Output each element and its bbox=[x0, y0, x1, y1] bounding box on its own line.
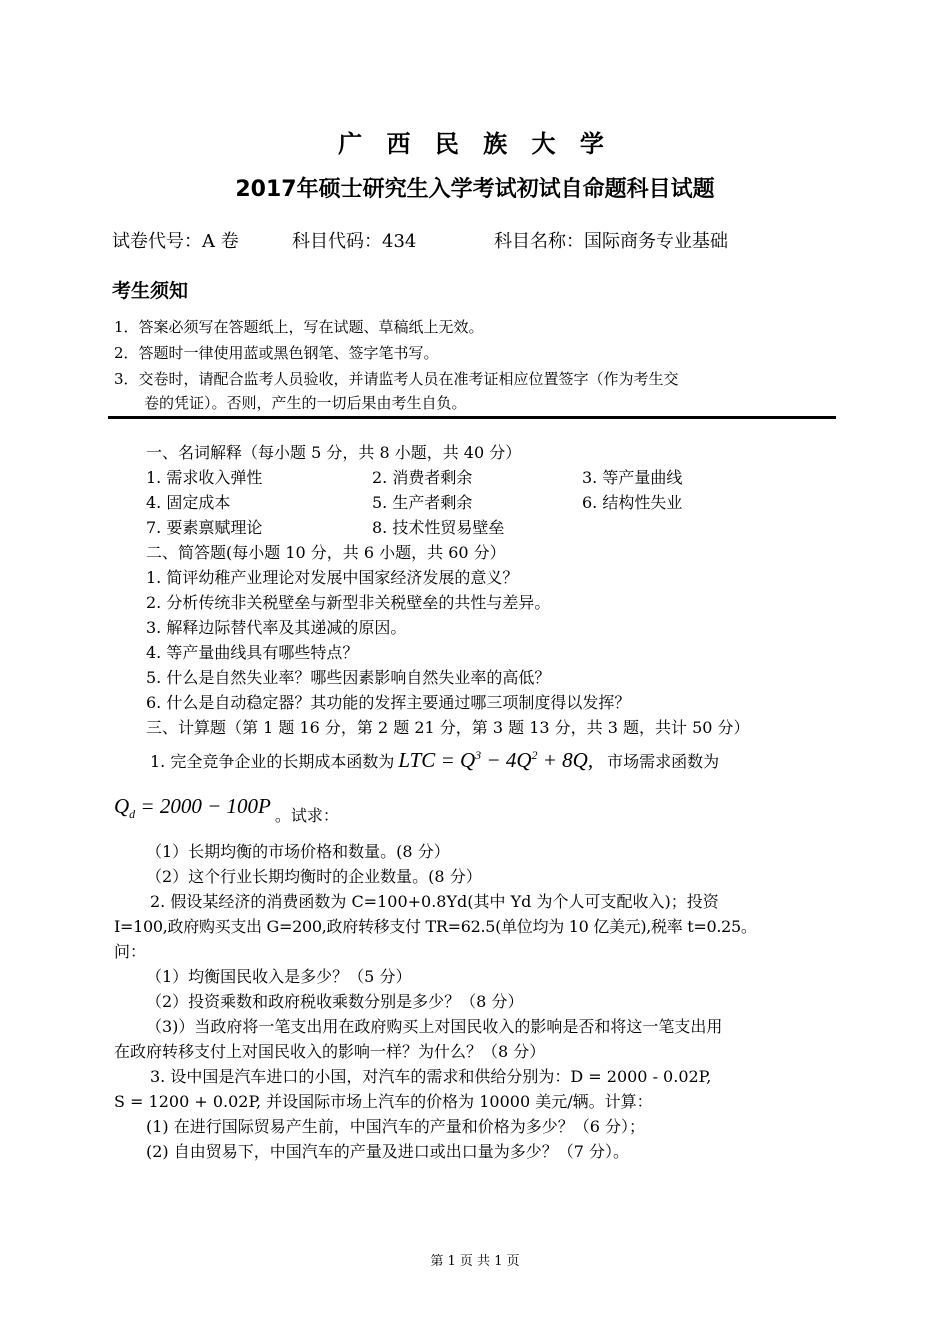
short-question: 5. 什么是自然失业率？哪些因素影响自然失业率的高低？ bbox=[146, 668, 551, 687]
term-item: 5. 生产者剩余 bbox=[372, 493, 473, 512]
notice-heading: 考生须知 bbox=[112, 280, 189, 302]
q1-sub1: （1）长期均衡的市场价格和数量。(8 分） bbox=[146, 842, 450, 861]
q2-sub1: （1）均衡国民收入是多少？（5 分） bbox=[146, 967, 412, 986]
q2-line: I=100,政府购买支出 G=200,政府转移支付 TR=62.5(单位均为 10 亿美元),税率 t=0.25。 bbox=[114, 917, 757, 936]
q1-sub2: （2）这个行业长期均衡时的企业数量。(8 分） bbox=[146, 867, 482, 886]
term-item: 1. 需求收入弹性 bbox=[146, 468, 263, 487]
paper-code: 试卷代号：A 卷 bbox=[112, 231, 239, 252]
calc-q1-line1 bbox=[150, 748, 719, 773]
short-question: 4. 等产量曲线具有哪些特点？ bbox=[146, 643, 359, 662]
notice-item: 1．答案必须写在答题纸上，写在试题、草稿纸上无效。 bbox=[114, 318, 484, 336]
q1-after-qd: 。试求： bbox=[274, 805, 339, 825]
short-question: 3. 解释边际替代率及其递减的原因。 bbox=[146, 618, 407, 637]
q2-line: 2. 假设某经济的消费函数为 C=100+0.8Yd(其中 Yd 为个人可支配收入)；投资 bbox=[150, 892, 719, 911]
q2-sub2: （2）投资乘数和政府税收乘数分别是多少？（8 分） bbox=[146, 992, 524, 1011]
qd-formula: $Q_d = 2000 - 100P$ bbox=[114, 794, 271, 822]
ltc-formula: LTC = $Q^3 - 4Q^2 + 8Q$, bbox=[398, 748, 594, 772]
term-item: 3. 等产量曲线 bbox=[582, 468, 683, 487]
calc-q1-line2 bbox=[114, 794, 339, 825]
q1-intro: 1. 完全竞争企业的长期成本函数为 bbox=[150, 752, 395, 771]
q3-sub1: (1) 在进行国际贸易产生前，中国汽车的产量和价格为多少？（6 分）； bbox=[146, 1117, 646, 1136]
short-question: 2. 分析传统非关税壁垒与新型非关税壁垒的共性与差异。 bbox=[146, 593, 551, 612]
q3-line: S = 1200 + 0.02P, 并设国际市场上汽车的价格为 10000 美元/辆。计算： bbox=[114, 1092, 653, 1111]
section1-title: 一、名词解释（每小题 5 分，共 8 小题，共 40 分） bbox=[146, 443, 522, 462]
q2-sub3: （3)）当政府将一笔支出用在政府购买上对国民收入的影响是否和将这一笔支出用 bbox=[146, 1017, 723, 1036]
notice-item: 2．答题时一律使用蓝或黑色钢笔、签字笔书写。 bbox=[114, 344, 439, 362]
section2-title: 二、简答题(每小题 10 分，共 6 小题，共 60 分） bbox=[146, 543, 506, 562]
q3-line: 3. 设中国是汽车进口的小国，对汽车的需求和供给分别为：D = 2000 - 0.02P, bbox=[150, 1067, 712, 1086]
term-item: 6. 结构性失业 bbox=[582, 493, 683, 512]
term-item: 2. 消费者剩余 bbox=[372, 468, 473, 487]
q1-after-ltc: 市场需求函数为 bbox=[607, 752, 720, 771]
subject-code: 科目代码：434 bbox=[292, 231, 417, 252]
page-number: 第 1 页 共 1 页 bbox=[430, 1254, 520, 1269]
notice-item: 卷的凭证）。否则，产生的一切后果由考生自负。 bbox=[144, 394, 467, 412]
short-question: 6. 什么是自动稳定器？其功能的发挥主要通过哪三项制度得以发挥？ bbox=[146, 693, 631, 712]
exam-title: 2017年硕士研究生入学考试初试自命题科目试题 bbox=[235, 177, 715, 202]
term-item: 7. 要素禀赋理论 bbox=[146, 518, 263, 537]
q3-sub2: (2) 自由贸易下，中国汽车的产量及进口或出口量为多少？（7 分）。 bbox=[146, 1142, 630, 1161]
q2-line: 问： bbox=[114, 942, 147, 961]
subject-name: 科目名称：国际商务专业基础 bbox=[494, 231, 728, 252]
notice-item: 3．交卷时，请配合监考人员验收，并请监考人员在准考证相应位置签字（作为考生交 bbox=[114, 370, 679, 388]
section3-title: 三、计算题（第 1 题 16 分，第 2 题 21 分，第 3 题 13 分，共 3 题，共计 50 分） bbox=[146, 718, 750, 737]
term-item: 4. 固定成本 bbox=[146, 493, 231, 512]
q2-sub3: 在政府转移支付上对国民收入的影响一样？为什么？（8 分） bbox=[114, 1042, 546, 1061]
term-item: 8. 技术性贸易壁垒 bbox=[372, 518, 505, 537]
divider-rule bbox=[108, 416, 836, 419]
university-name: 广 西 民 族 大 学 bbox=[338, 130, 612, 158]
short-question: 1. 简评幼稚产业理论对发展中国家经济发展的意义？ bbox=[146, 568, 519, 587]
